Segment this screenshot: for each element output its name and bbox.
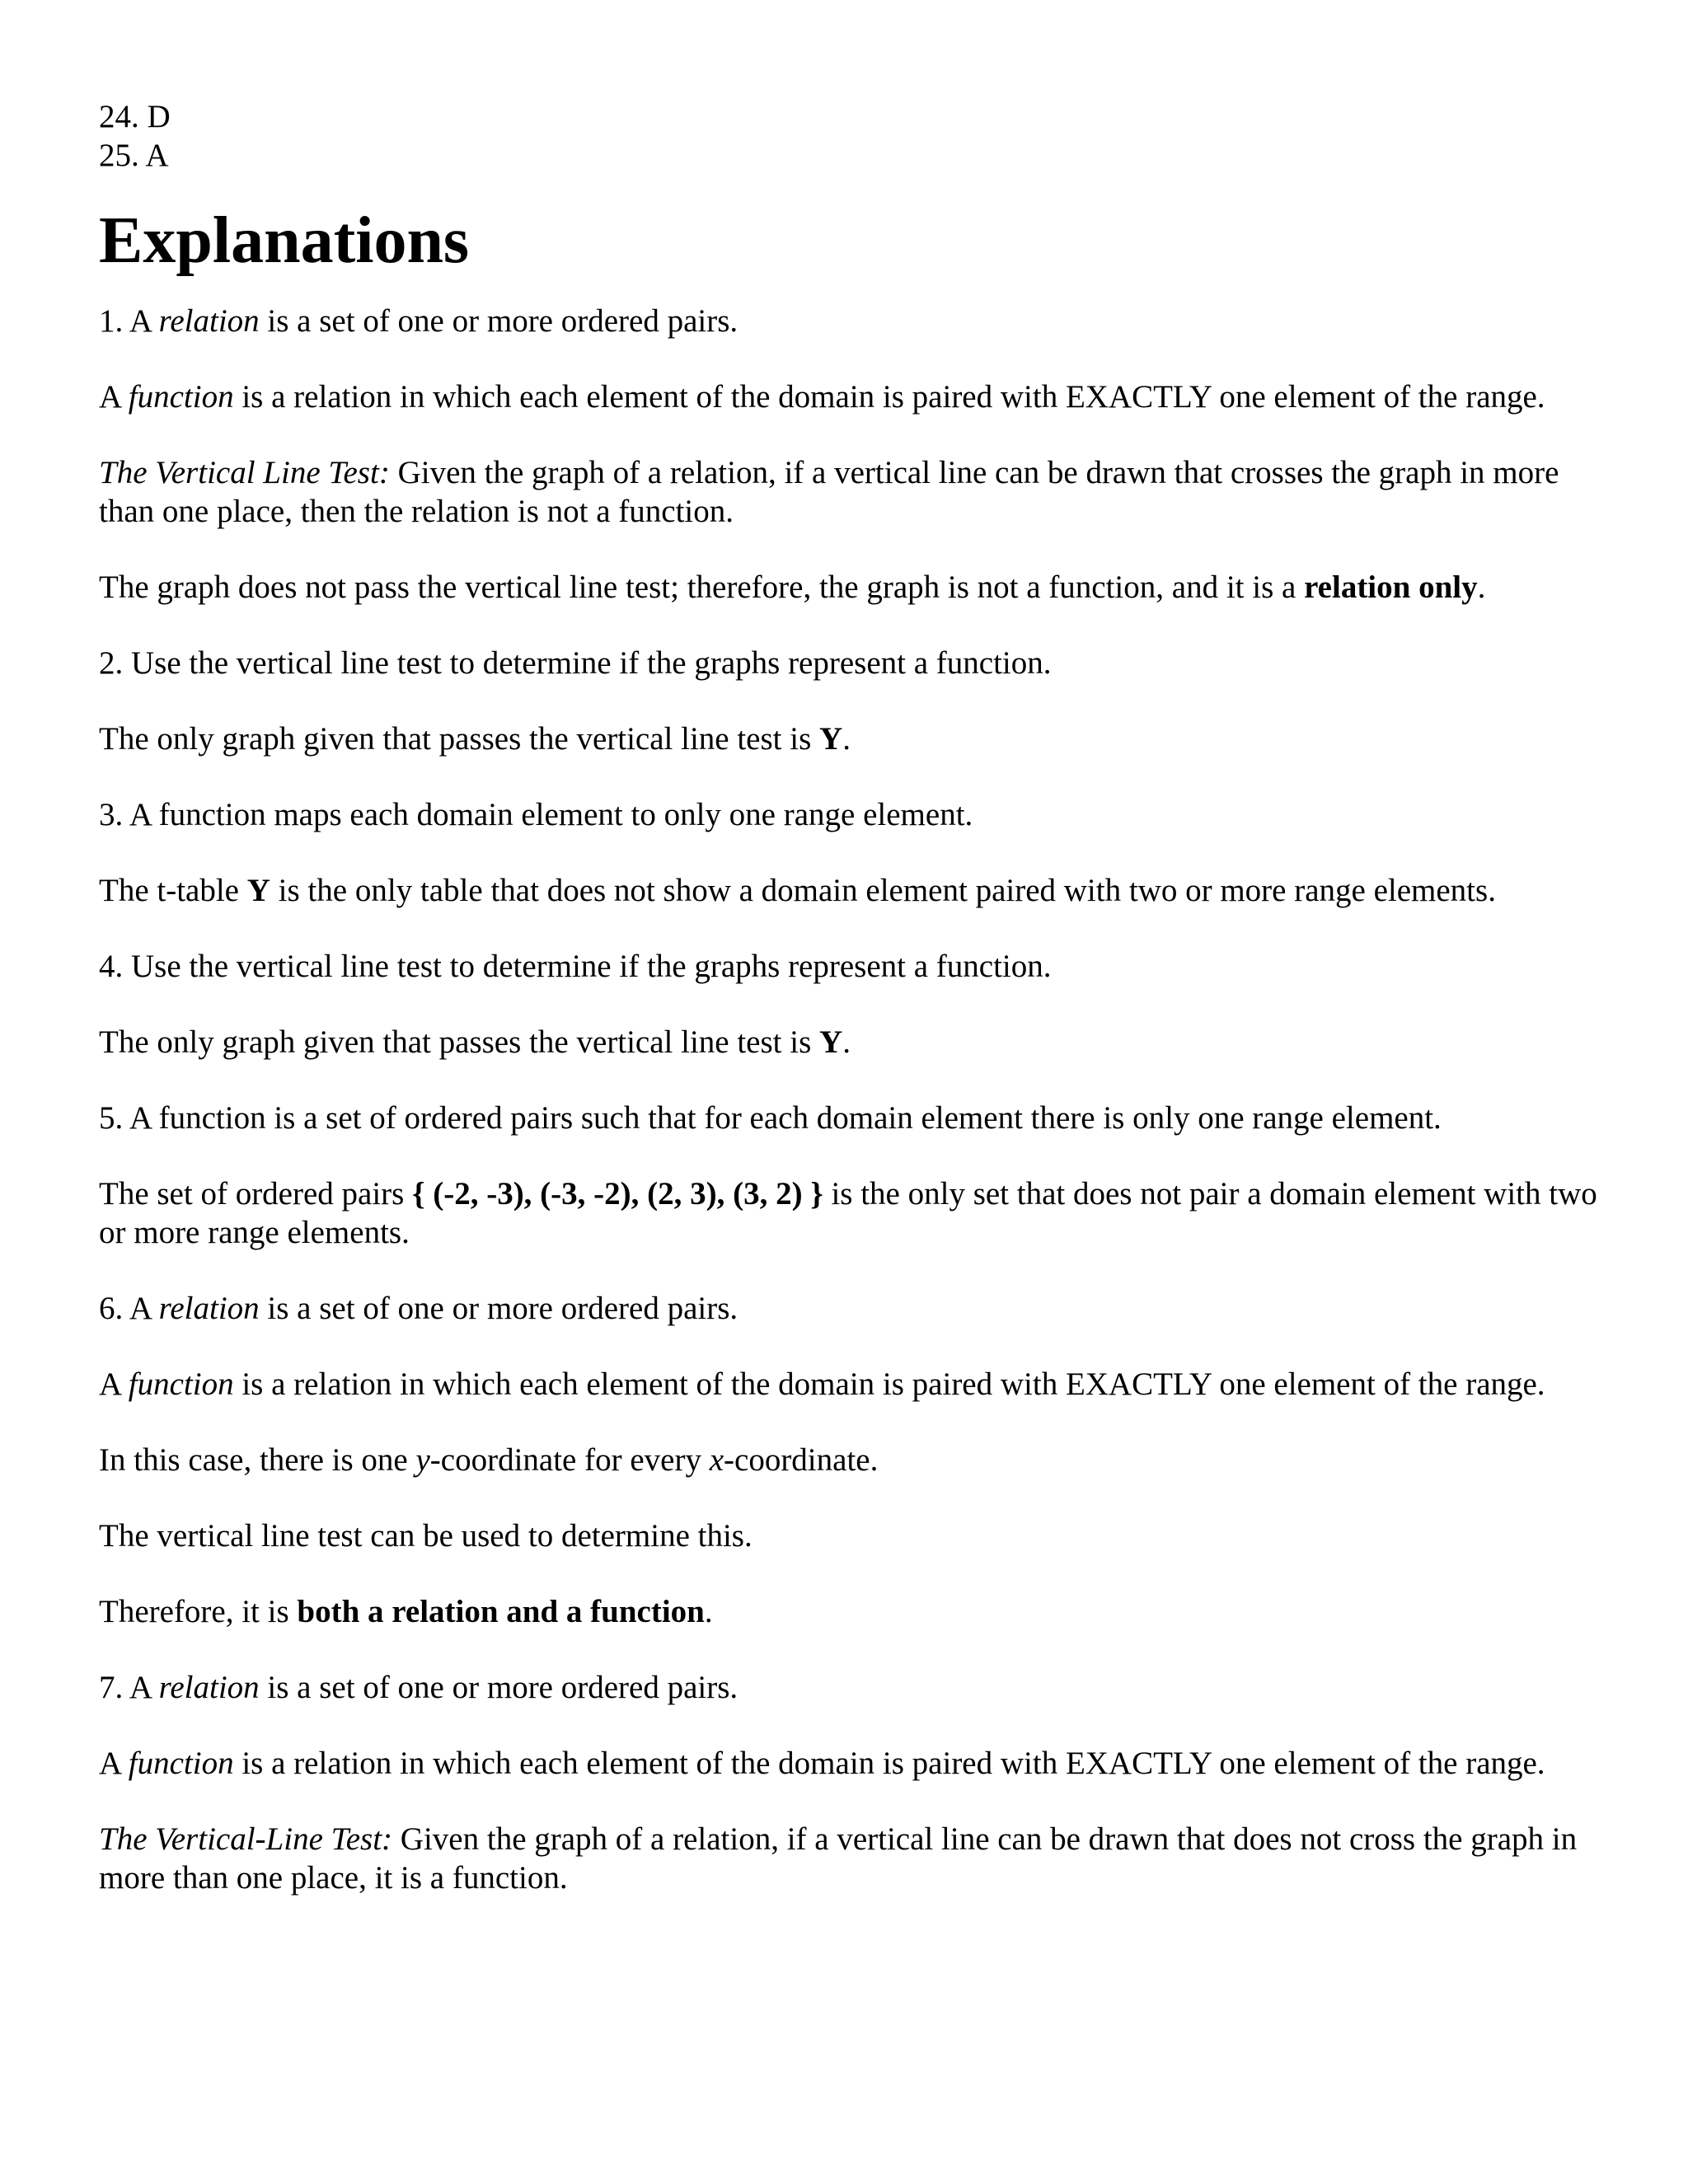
italic-text: relation (158, 1291, 260, 1326)
explanation-paragraph (99, 453, 1615, 531)
italic-text: x (709, 1442, 724, 1478)
explanation-paragraph (99, 1516, 1615, 1555)
text-run: is a relation in which each element of the domain is paired with EXACTLY one element of the range. (233, 1746, 1545, 1781)
section-heading: Explanations (99, 204, 470, 277)
bold-text: relation only (1304, 569, 1478, 605)
explanation-paragraph (99, 1820, 1615, 1897)
text-run: -coordinate. (724, 1442, 879, 1478)
text-run: Given the graph of a relation, if a vertical line can be drawn that crosses the graph in more than one place, then the relation is not a function. (99, 455, 1559, 529)
text-run: is the only table that does not show a domain element paired with two or more range elements. (270, 873, 1496, 908)
text-run: 3. A function maps each domain element to only one range element. (99, 797, 973, 832)
italic-text: The Vertical Line Test: (99, 455, 390, 490)
text-run: 4. Use the vertical line test to determine if the graphs represent a function. (99, 949, 1052, 984)
text-run: A (99, 379, 129, 415)
bold-text: both a relation and a function (297, 1594, 705, 1629)
italic-text: relation (158, 1670, 260, 1705)
italic-text: function (128, 379, 234, 415)
text-run: The only graph given that passes the vertical line test is (99, 1024, 820, 1060)
explanation-paragraph (99, 377, 1615, 416)
bold-text: Y (819, 721, 843, 757)
text-run: is a relation in which each element of the domain is paired with EXACTLY one element of the range. (233, 1366, 1545, 1402)
explanation-paragraph (99, 568, 1615, 607)
text-run: The vertical line test can be used to determine this. (99, 1518, 753, 1554)
explanation-paragraph (99, 302, 1615, 340)
answer-line (99, 136, 1615, 175)
text-run: is a set of one or more ordered pairs. (259, 1291, 738, 1326)
bold-text: Y (819, 1024, 843, 1060)
text-run: 6. A (99, 1291, 159, 1326)
text-run: -coordinate for every (429, 1442, 710, 1478)
answer-letter: D (147, 99, 171, 134)
text-run: . (842, 721, 851, 757)
explanations-body (99, 302, 1615, 1897)
bold-text: { (-2, -3), (-3, -2), (2, 3), (3, 2) } (412, 1176, 823, 1212)
explanation-paragraph (99, 871, 1615, 910)
bold-text: Y (246, 873, 270, 908)
italic-text: relation (158, 303, 260, 339)
answer-number: 24. (99, 99, 139, 134)
text-run: The set of ordered pairs (99, 1176, 413, 1212)
explanation-paragraph (99, 1023, 1615, 1062)
explanation-paragraph (99, 1174, 1615, 1252)
explanation-paragraph (99, 795, 1615, 834)
explanation-paragraph (99, 1744, 1615, 1783)
text-run: The only graph given that passes the vertical line test is (99, 721, 820, 757)
document-page (99, 97, 1615, 1934)
answer-line (99, 97, 1615, 136)
explanation-paragraph (99, 644, 1615, 682)
explanation-paragraph (99, 1592, 1615, 1631)
text-run: is a relation in which each element of the domain is paired with EXACTLY one element of the range. (233, 379, 1545, 415)
text-run: Therefore, it is (99, 1594, 298, 1629)
explanation-paragraph (99, 1441, 1615, 1479)
text-run: 2. Use the vertical line test to determine if the graphs represent a function. (99, 645, 1052, 681)
text-run: is a set of one or more ordered pairs. (259, 303, 738, 339)
text-run: 1. A (99, 303, 159, 339)
explanation-paragraph (99, 719, 1615, 758)
text-run: 5. A function is a set of ordered pairs such that for each domain element there is only one range element. (99, 1100, 1442, 1136)
explanation-paragraph (99, 947, 1615, 986)
answer-key-list (99, 97, 1615, 175)
text-run: In this case, there is one (99, 1442, 416, 1478)
text-run: A (99, 1366, 129, 1402)
italic-text: function (128, 1366, 234, 1402)
italic-text: y (415, 1442, 430, 1478)
explanation-paragraph (99, 1099, 1615, 1137)
explanation-paragraph (99, 1289, 1615, 1328)
text-run: The graph does not pass the vertical line test; therefore, the graph is not a function, and it is a (99, 569, 1305, 605)
explanation-paragraph (99, 1668, 1615, 1707)
text-run: is a set of one or more ordered pairs. (259, 1670, 738, 1705)
text-run: The t-table (99, 873, 247, 908)
italic-text: function (128, 1746, 234, 1781)
text-run: . (1477, 569, 1486, 605)
text-run: A (99, 1746, 129, 1781)
italic-text: The Vertical-Line Test: (99, 1821, 393, 1857)
text-run: is the only set that does not pair a domain element with two or more range elements. (99, 1176, 1597, 1250)
text-run: Given the graph of a relation, if a vertical line can be drawn that does not cross the graph in more than one place, it is a function. (99, 1821, 1578, 1896)
answer-number: 25. (99, 138, 139, 173)
answer-letter: A (145, 138, 169, 173)
text-run: 7. A (99, 1670, 159, 1705)
text-run: . (842, 1024, 851, 1060)
text-run: . (704, 1594, 713, 1629)
explanation-paragraph (99, 1365, 1615, 1404)
